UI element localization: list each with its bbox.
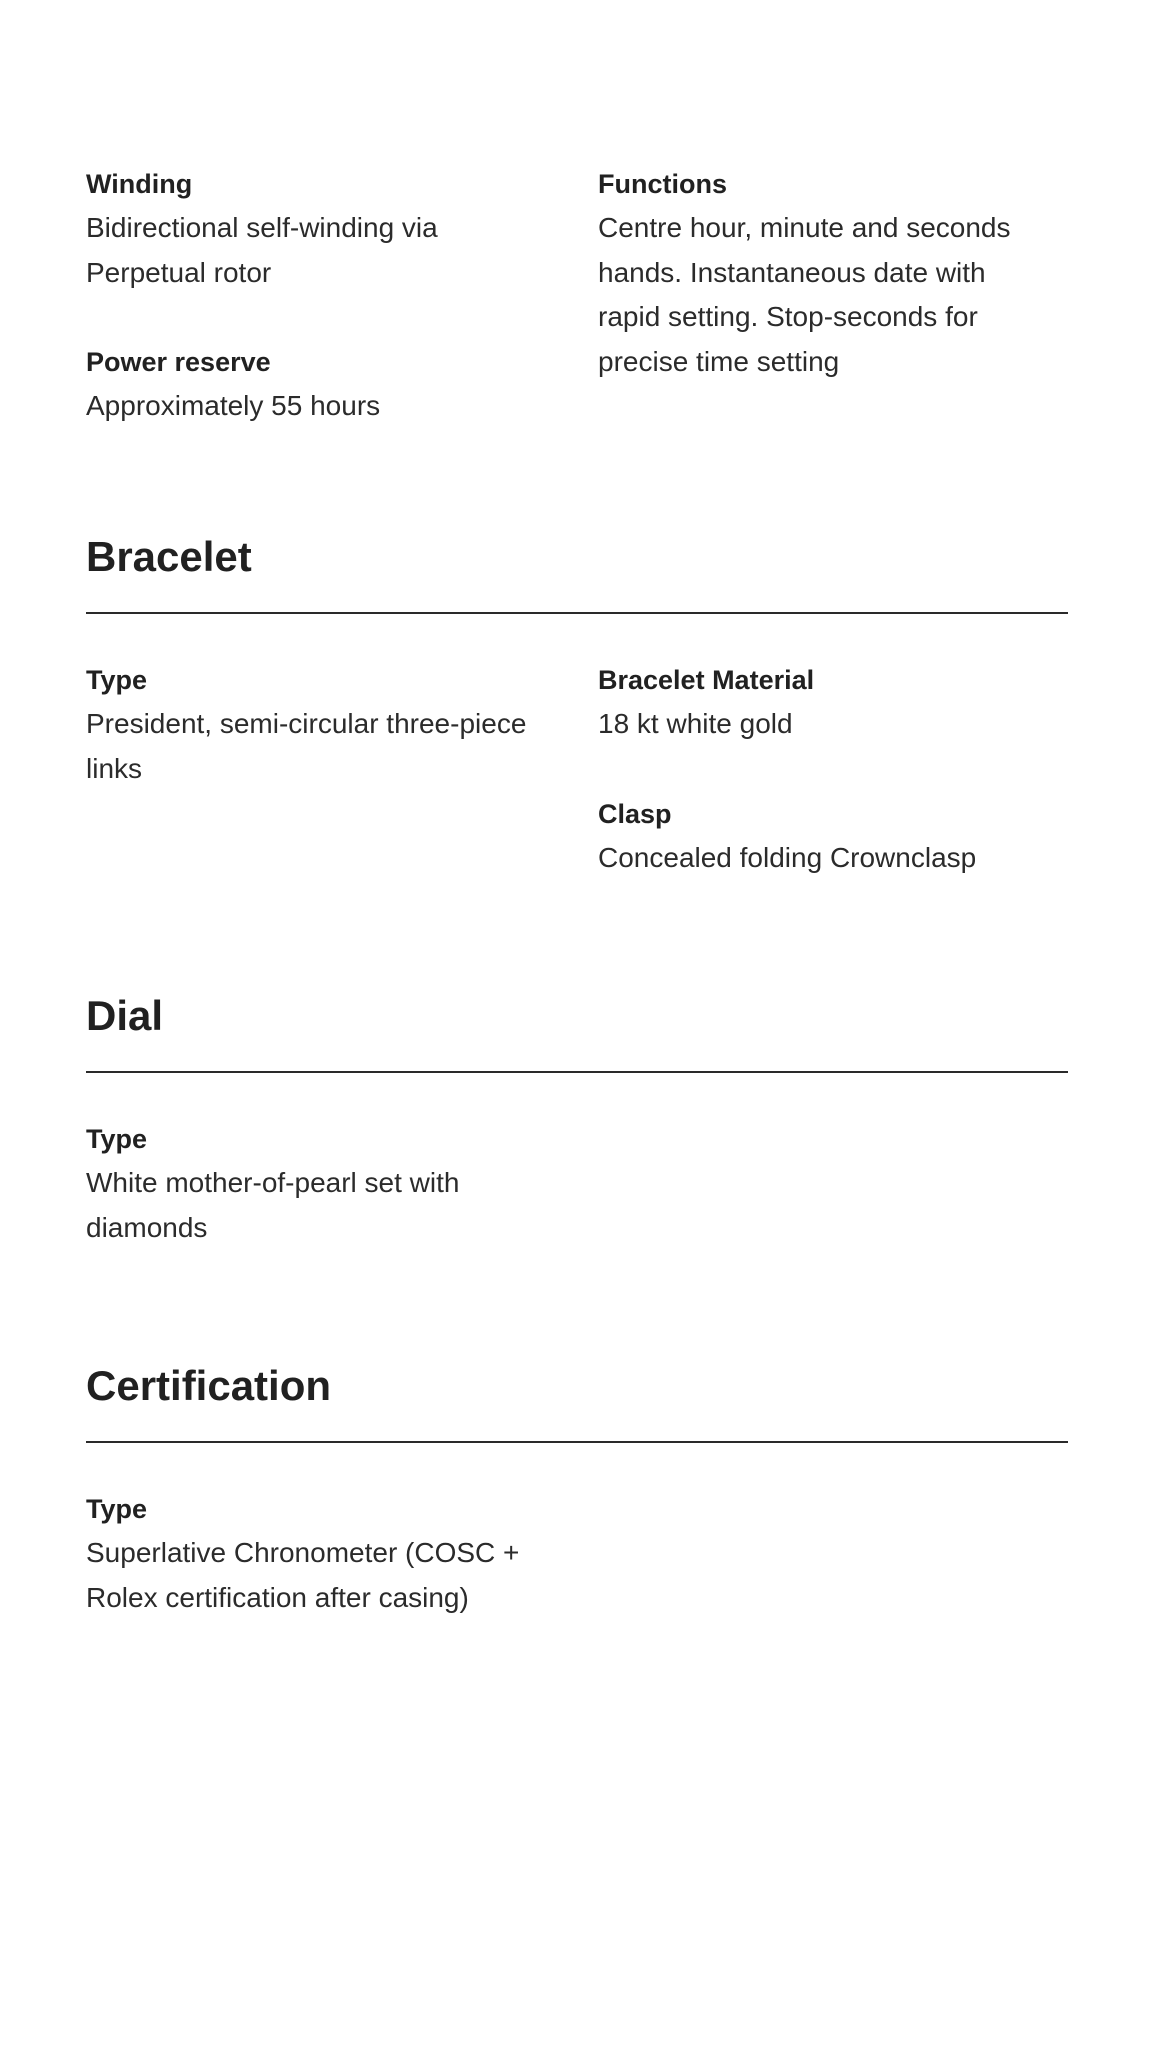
spec-label: Type bbox=[86, 665, 148, 695]
dial-right-column bbox=[598, 1117, 1068, 1250]
spec-value: Concealed folding Crownclasp bbox=[598, 841, 977, 873]
spec-value: Approximately 55 hours bbox=[86, 390, 381, 421]
spec-dial-type bbox=[86, 1117, 578, 1250]
spec-functions bbox=[598, 162, 1068, 384]
certification-section bbox=[86, 1356, 1068, 1620]
spec-value: 18 kt white gold bbox=[598, 708, 793, 739]
section-title: Certification bbox=[86, 1362, 332, 1409]
section-title: Bracelet bbox=[86, 533, 252, 580]
section-divider bbox=[86, 1071, 1068, 1073]
spec-label: Power reserve bbox=[86, 347, 271, 377]
bracelet-right-column bbox=[598, 658, 1068, 880]
spec-bracelet-material bbox=[598, 658, 1068, 747]
movement-specs bbox=[86, 162, 1068, 429]
dial-section bbox=[86, 986, 1068, 1250]
spec-value: Centre hour, minute and seconds hands. Instantaneous date with rapid setting. Stop-seconds for precise time setting bbox=[598, 212, 1011, 377]
dial-specs bbox=[86, 1117, 1068, 1250]
spec-clasp bbox=[598, 792, 1068, 881]
spec-label: Type bbox=[86, 1494, 148, 1524]
spec-value: Bidirectional self-winding via Perpetual rotor bbox=[86, 212, 438, 288]
spec-value: White mother-of-pearl set with diamonds bbox=[86, 1167, 460, 1243]
movement-right-column bbox=[598, 162, 1068, 429]
spec-label: Functions bbox=[598, 169, 727, 199]
section-title: Dial bbox=[86, 992, 164, 1039]
spec-label: Type bbox=[86, 1124, 148, 1154]
certification-specs bbox=[86, 1487, 1068, 1620]
spec-winding bbox=[86, 162, 578, 295]
spec-value: Superlative Chronometer (COSC + Rolex certification after casing) bbox=[86, 1537, 520, 1613]
bracelet-left-column bbox=[86, 658, 598, 880]
certification-left-column bbox=[86, 1487, 598, 1620]
bracelet-section bbox=[86, 527, 1068, 880]
spec-power-reserve bbox=[86, 340, 578, 429]
spec-value: President, semi-circular three-piece links bbox=[86, 708, 527, 784]
section-divider bbox=[86, 612, 1068, 614]
section-divider bbox=[86, 1441, 1068, 1443]
spec-bracelet-type bbox=[86, 658, 578, 791]
movement-left-column bbox=[86, 162, 598, 429]
spec-label: Clasp bbox=[598, 798, 672, 829]
dial-left-column bbox=[86, 1117, 598, 1250]
spec-certification-type bbox=[86, 1487, 578, 1620]
bracelet-specs bbox=[86, 658, 1068, 880]
certification-right-column bbox=[598, 1487, 1068, 1620]
spec-label: Bracelet Material bbox=[598, 665, 815, 695]
spec-label: Winding bbox=[86, 169, 193, 199]
